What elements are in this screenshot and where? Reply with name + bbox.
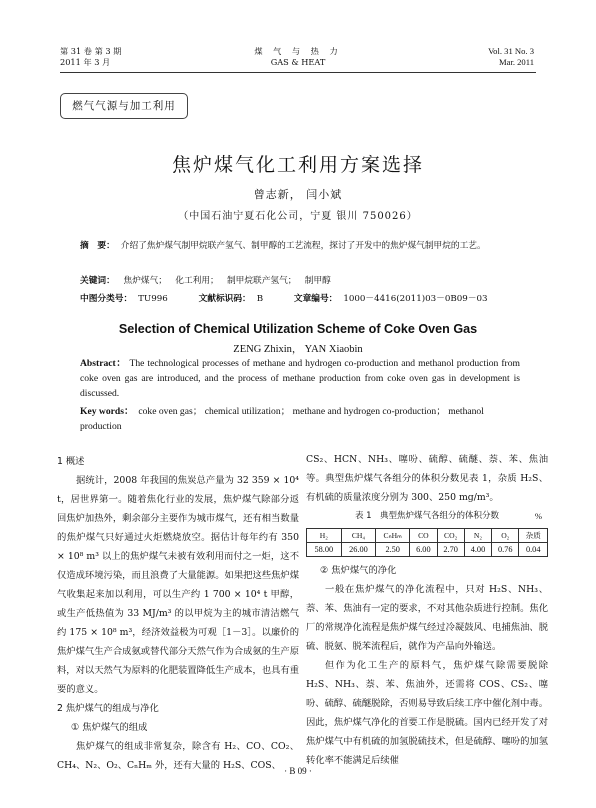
table-header-cell: H₂ [307,529,342,543]
paper-title-en: Selection of Chemical Utilization Scheme of Coke Oven Gas [118,322,478,336]
subsection-heading-purification: ② 焦炉煤气的净化 [320,565,397,576]
table-cell: 26.00 [341,543,376,557]
abstract-en-text: The technological processes of methane and hydrogen co-production and methanol production from coke oven gas are introduced, and the process of methane production from coke oven gas in development is discussed. [80,358,520,399]
table-header-cell: N₂ [464,529,491,543]
body-column-left [57,452,299,775]
table-caption-text: 表 1 典型焦炉煤气各组分的体积分数 [354,511,500,521]
keywords-cn-label: 关键词： [80,276,115,286]
table-cell: 58.00 [307,543,342,557]
table-cell: 2.70 [437,543,464,557]
keyword-cn-item: 制甲醇 [304,276,331,286]
header-rule [60,72,536,73]
abstract-en-label: Abstract： [80,358,127,369]
doc-code-label: 文献标识码： [198,294,251,304]
journal-date-en: Mar. 2011 [498,57,534,67]
table-header-row [307,529,548,543]
paragraph: 一般在焦炉煤气的净化流程中，只对 H₂S、NH₃、萘、苯、焦油有一定的要求，不对其他杂质进行控制。焦化厂的常规净化流程是焦炉煤气经过冷凝鼓风、电捕焦油、脱硫、脱氨、脱苯流程后，就作为产品向外输送。 [306,584,548,652]
classification-line [80,291,520,307]
table-cell: 0.76 [492,543,519,557]
keywords-cn [80,273,520,289]
clc-number: TU996 [138,294,168,304]
running-header-right [488,46,534,68]
keywords-en [80,404,520,434]
abstract-cn [80,238,520,254]
keyword-cn-item: 制甲烷联产氢气； [226,276,297,286]
journal-date: 2011 年 3 月 [60,57,111,67]
journal-volume-en: Vol. 31 No. 3 [488,46,534,56]
keyword-cn-item: 化工利用； [175,276,219,286]
authors-en: ZENG Zhixin， YAN Xiaobin [233,344,363,355]
paper-title-cn: 焦炉煤气化工利用方案选择 [171,154,424,176]
paragraph: 焦炉煤气的组成非常复杂，除含有 H₂、CO、CO₂、CH₄、N₂、O₂、CₙHₘ 外，还有大量的 H₂S、COS、 [57,741,299,771]
table-caption [306,507,548,526]
body-column-right [306,450,548,770]
journal-volume-issue: 第 31 卷 第 3 期 [60,46,122,56]
section-heading-overview: 1 概述 [57,456,85,467]
journal-name-cn: 煤 气 与 热 力 [254,46,342,56]
keywords-en-text: coke oven gas； chemical utilization； methane and hydrogen co-production； methanol production [80,406,484,432]
journal-name-en: GAS & HEAT [270,57,326,67]
paragraph: 但作为化工生产的原料气，焦炉煤气除需要脱除 H₂S、NH₃、萘、苯、焦油外，还需将 COS、CS₂、噻吩、硫醇、硫醚脱除，否则易导致后续工序中催化剂中毒。因此，焦炉煤气净化的首要工作是脱硫。国内已经开发了对焦炉煤气中有机硫的加氢脱硫技术，但是硫醇、噻吩的加氢转化率不能满足后续催 [306,660,548,766]
keyword-cn-item: 焦炉煤气； [123,276,167,286]
clc-label: 中图分类号： [80,294,133,304]
table-cell: 0.04 [519,543,548,557]
table-header-cell: CO₂ [437,529,464,543]
paragraph: 据统计，2008 年我国的焦炭总产量为 32 359 × 10⁴ t，居世界第一。随着焦化行业的发展，焦炉煤气除部分返回焦炉加热外，剩余部分主要作为城市煤气，还有相当数量的焦炉煤气只好通过火炬燃烧放空。据估计每年约有 350 × 10⁸ m³ 以上的焦炉煤气未被有效利用而付之一炬，这不仅造成环境污染，而且浪费了大量能源。如果把这些焦炉煤气收集起来加以利用，可以生产约 1 700 × 10⁴ t 甲醇，或生产低热值为 33 MJ/m³ 的以甲烷为主的城市清洁燃气约 175 × 10⁸ m³，经济效益极为可观［1－3］。以廉价的焦炉煤气生产合成氨或替代部分天然气作为合成氨的生产原料，对以天然气为原料的化肥装置降低生产成本，也具有重要的意义。 [57,475,299,695]
authors-cn: 曾志新， 闫小斌 [253,188,343,201]
subsection-heading-composition: ① 焦炉煤气的组成 [71,722,148,733]
paragraph: CS₂、HCN、NH₃、噻吩、硫醇、硫醚、萘、苯、焦油等。典型焦炉煤气各组分的体积分数见表 1，杂质 H₂S、有机硫的质量浓度分别为 300、250 mg/m³。 [306,454,548,503]
section-heading-composition: 2 焦炉煤气的组成与净化 [57,703,159,714]
affiliation-cn: （中国石油宁夏石化公司，宁夏 银川 750026） [178,211,418,222]
keywords-en-label: Key words： [80,406,134,417]
table-header-cell: 杂质 [519,529,548,543]
table-unit: % [534,511,542,521]
article-number-label: 文章编号： [293,294,338,304]
table-header-cell: CO [410,529,437,543]
table-header-cell: CH₄ [341,529,376,543]
section-label: 燃气气源与加工利用 [60,93,188,119]
abstract-cn-label: 摘 要： [80,241,115,251]
table-header-cell: CₙHₘ [376,529,410,543]
table-cell: 6.00 [410,543,437,557]
abstract-en [80,356,520,401]
article-number: 1000－4416(2011)03－0B09－03 [343,294,488,304]
table-row [307,543,548,557]
table-cell: 4.00 [464,543,491,557]
gas-composition-table [306,528,548,557]
table-cell: 2.50 [376,543,410,557]
abstract-cn-text: 介绍了焦炉煤气制甲烷联产氢气、制甲醇的工艺流程，探讨了开发中的焦炉煤气制甲烷的工艺。 [120,241,486,251]
table-header-cell: O₂ [492,529,519,543]
doc-code: B [256,294,264,304]
page-number: · B 09 · [284,766,312,776]
